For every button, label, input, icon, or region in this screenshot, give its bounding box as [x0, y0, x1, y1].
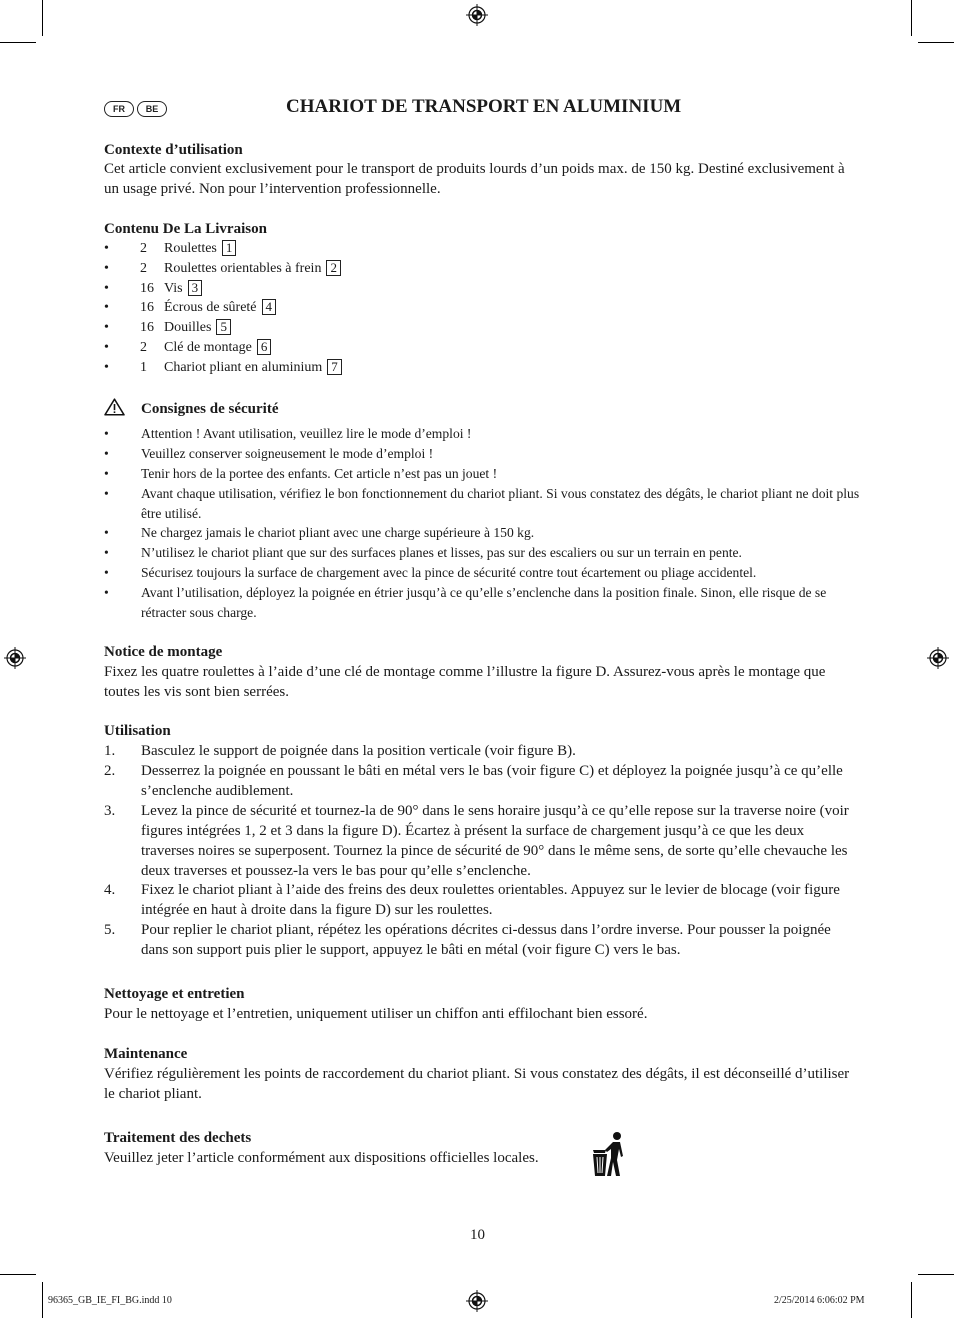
section-heading-montage: Notice de montage — [104, 644, 223, 660]
safety-item — [104, 464, 864, 484]
safety-text: N’utilisez le chariot pliant que sur des surfaces planes et lisses, pas sur des escaliers ou sur un terrain en pente. — [141, 545, 742, 560]
crop-mark — [0, 42, 36, 43]
safety-item — [104, 444, 864, 464]
bullet: • — [104, 585, 109, 600]
country-badge-fr: FR — [104, 101, 134, 117]
bullet: • — [104, 260, 109, 276]
warning-icon — [104, 398, 125, 416]
section-heading-securite: Consignes de sécurité — [141, 401, 279, 417]
step-item — [104, 761, 854, 801]
item-reference-number: 3 — [188, 280, 203, 296]
step-item — [104, 920, 854, 960]
contexte-text: Cet article convient exclusivement pour le transport de produits lourds d’un poids max. de 150 kg. Destiné exclusivement à un usage privé. Non pour l’intervention professionnelle. — [104, 161, 845, 197]
section-heading-nettoyage: Nettoyage et entretien — [104, 986, 245, 1002]
section-heading-dechets: Traitement des dechets — [104, 1130, 252, 1146]
section-heading-maintenance: Maintenance — [104, 1046, 188, 1062]
safety-text: Avant chaque utilisation, vérifiez le bon fonctionnement du chariot pliant. Si vous constatez des dégâts, le chariot pliant ne doit plus être utilisé. — [141, 486, 860, 521]
dechets-text: Veuillez jeter l’article conformément aux dispositions officielles locales. — [104, 1150, 539, 1166]
item-quantity: 2 — [140, 241, 147, 256]
item-name: Chariot pliant en aluminium — [164, 359, 323, 375]
crop-mark — [911, 0, 912, 36]
item-name: Écrous de sûreté — [164, 300, 257, 316]
item-name-wrap — [164, 279, 202, 299]
item-name-wrap — [164, 259, 341, 279]
section-heading-contenu: Contenu De La Livraison — [104, 221, 267, 237]
safety-item — [104, 583, 864, 622]
page-number: 10 — [470, 1227, 485, 1243]
page-title: CHARIOT DE TRANSPORT EN ALUMINIUM — [286, 96, 682, 117]
safety-item — [104, 484, 864, 523]
safety-text: Avant l’utilisation, déployez la poignée en étrier jusqu’à ce qu’elle s’enclenche dans la position finale. Sinon, elle risque de se rétracter sous charge. — [141, 585, 827, 620]
step-item — [104, 741, 854, 761]
item-name: Roulettes orientables à frein — [164, 260, 322, 276]
bullet: • — [104, 280, 109, 296]
item-reference-number: 2 — [326, 260, 341, 276]
crop-mark — [918, 1274, 954, 1275]
section-heading-utilisation: Utilisation — [104, 723, 171, 739]
safety-text: Veuillez conserver soigneusement le mode d’emploi ! — [141, 446, 434, 461]
crop-mark — [42, 0, 43, 36]
step-text: Levez la pince de sécurité et tournez-la de 90° dans le sens horaire jusqu’à ce qu’elle repose sur la traverse noire (voir figures intégrées 1, 2 et 3 dans la figure D). Écartez à présent la surface de chargement jusqu’à ce que les deux traverses noires se superposent. Tournez la pince de sécurité de 90° dans le même sens, de sorte qu’elle chevauche les deux traverses et poussez-la vers le bas pour qu’elle s’enclenche. — [141, 803, 849, 879]
safety-text: Attention ! Avant utilisation, veuillez lire le mode d’emploi ! — [141, 426, 472, 441]
registration-mark-icon — [927, 647, 949, 669]
montage-text: Fixez les quatre roulettes à l’aide d’une clé de montage comme l’illustre la figure D. Assurez-vous après le montage que toutes les vis sont bien serrées. — [104, 664, 826, 700]
step-item — [104, 880, 854, 920]
maintenance-text: Vérifiez régulièrement les points de raccordement du chariot pliant. Si vous constatez des dégâts, il est déconseillé d’utiliser le chariot pliant. — [104, 1066, 850, 1102]
item-reference-number: 1 — [222, 240, 237, 256]
bullet: • — [104, 525, 109, 540]
bullet: • — [104, 359, 109, 375]
bullet: • — [104, 241, 109, 256]
safety-item — [104, 523, 864, 543]
item-quantity: 16 — [140, 280, 154, 296]
safety-text: Ne chargez jamais le chariot pliant avec une charge supérieure à 150 kg. — [141, 525, 535, 540]
item-reference-number: 5 — [216, 319, 231, 335]
item-name-wrap — [164, 358, 342, 378]
footer-filename: 96365_GB_IE_FI_BG.indd 10 — [48, 1295, 172, 1306]
item-name: Clé de montage — [164, 340, 252, 355]
safety-item — [104, 543, 864, 563]
registration-mark-icon — [4, 647, 26, 669]
item-quantity: 2 — [140, 260, 147, 276]
item-name-wrap — [164, 338, 271, 358]
safety-item — [104, 424, 864, 444]
item-quantity: 2 — [140, 340, 147, 355]
bullet: • — [104, 446, 109, 461]
country-badge-be: BE — [137, 101, 167, 117]
crop-mark — [918, 42, 954, 43]
step-text: Fixez le chariot pliant à l’aide des freins des deux roulettes orientables. Appuyez sur le levier de blocage (voir figure intégrée en haut à droite dans la figure D) sur les roulettes. — [141, 882, 840, 918]
item-name: Douilles — [164, 320, 212, 336]
step-text: Desserrez la poignée en poussant le bâti en métal vers le bas (voir figure C) et déployez la poignée jusqu’à ce qu’elle s’enclenche audiblement. — [141, 763, 843, 799]
step-number: 3. — [104, 803, 116, 819]
item-quantity: 1 — [140, 359, 147, 375]
section-heading-contexte: Contexte d’utilisation — [104, 142, 243, 158]
item-quantity: 16 — [140, 320, 154, 336]
bullet: • — [104, 320, 109, 336]
waste-bin-icon — [590, 1130, 628, 1178]
bullet: • — [104, 426, 109, 441]
step-text: Pour replier le chariot pliant, répétez les opérations décrites ci-dessus dans l’ordre inverse. Pour pousser la poignée dans son support puis plier le support, appuyez le bâti en métal (voir figure C) vers le bas. — [141, 922, 831, 958]
bullet: • — [104, 466, 109, 481]
item-quantity: 16 — [140, 300, 154, 316]
registration-mark-icon — [466, 4, 488, 26]
step-number: 2. — [104, 763, 116, 779]
step-number: 1. — [104, 743, 116, 759]
item-name: Vis — [164, 280, 183, 296]
safety-text: Sécurisez toujours la surface de chargement avec la pince de sécurité contre tout écartement ou pliage accidentel. — [141, 565, 757, 580]
item-name: Roulettes — [164, 241, 217, 256]
nettoyage-text: Pour le nettoyage et l’entretien, uniquement utiliser un chiffon anti effilochant bien essoré. — [104, 1006, 648, 1022]
bullet: • — [104, 340, 109, 355]
safety-item — [104, 563, 864, 583]
bullet: • — [104, 545, 109, 560]
safety-text: Tenir hors de la portee des enfants. Cet article n’est pas un jouet ! — [141, 466, 498, 481]
item-reference-number: 7 — [327, 359, 342, 375]
item-reference-number: 4 — [262, 299, 277, 315]
item-reference-number: 6 — [257, 339, 272, 355]
crop-mark — [0, 1274, 36, 1275]
item-name-wrap — [164, 298, 276, 318]
crop-mark — [911, 1282, 912, 1318]
footer-timestamp: 2/25/2014 6:06:02 PM — [774, 1295, 865, 1306]
bullet: • — [104, 300, 109, 316]
registration-mark-icon — [466, 1290, 488, 1312]
step-number: 4. — [104, 882, 116, 898]
bullet: • — [104, 486, 109, 501]
item-name-wrap — [164, 239, 236, 259]
step-text: Basculez le support de poignée dans la position verticale (voir figure B). — [141, 743, 576, 759]
crop-mark — [42, 1282, 43, 1318]
step-number: 5. — [104, 922, 116, 938]
step-item — [104, 801, 854, 881]
item-name-wrap — [164, 318, 231, 338]
bullet: • — [104, 565, 109, 580]
